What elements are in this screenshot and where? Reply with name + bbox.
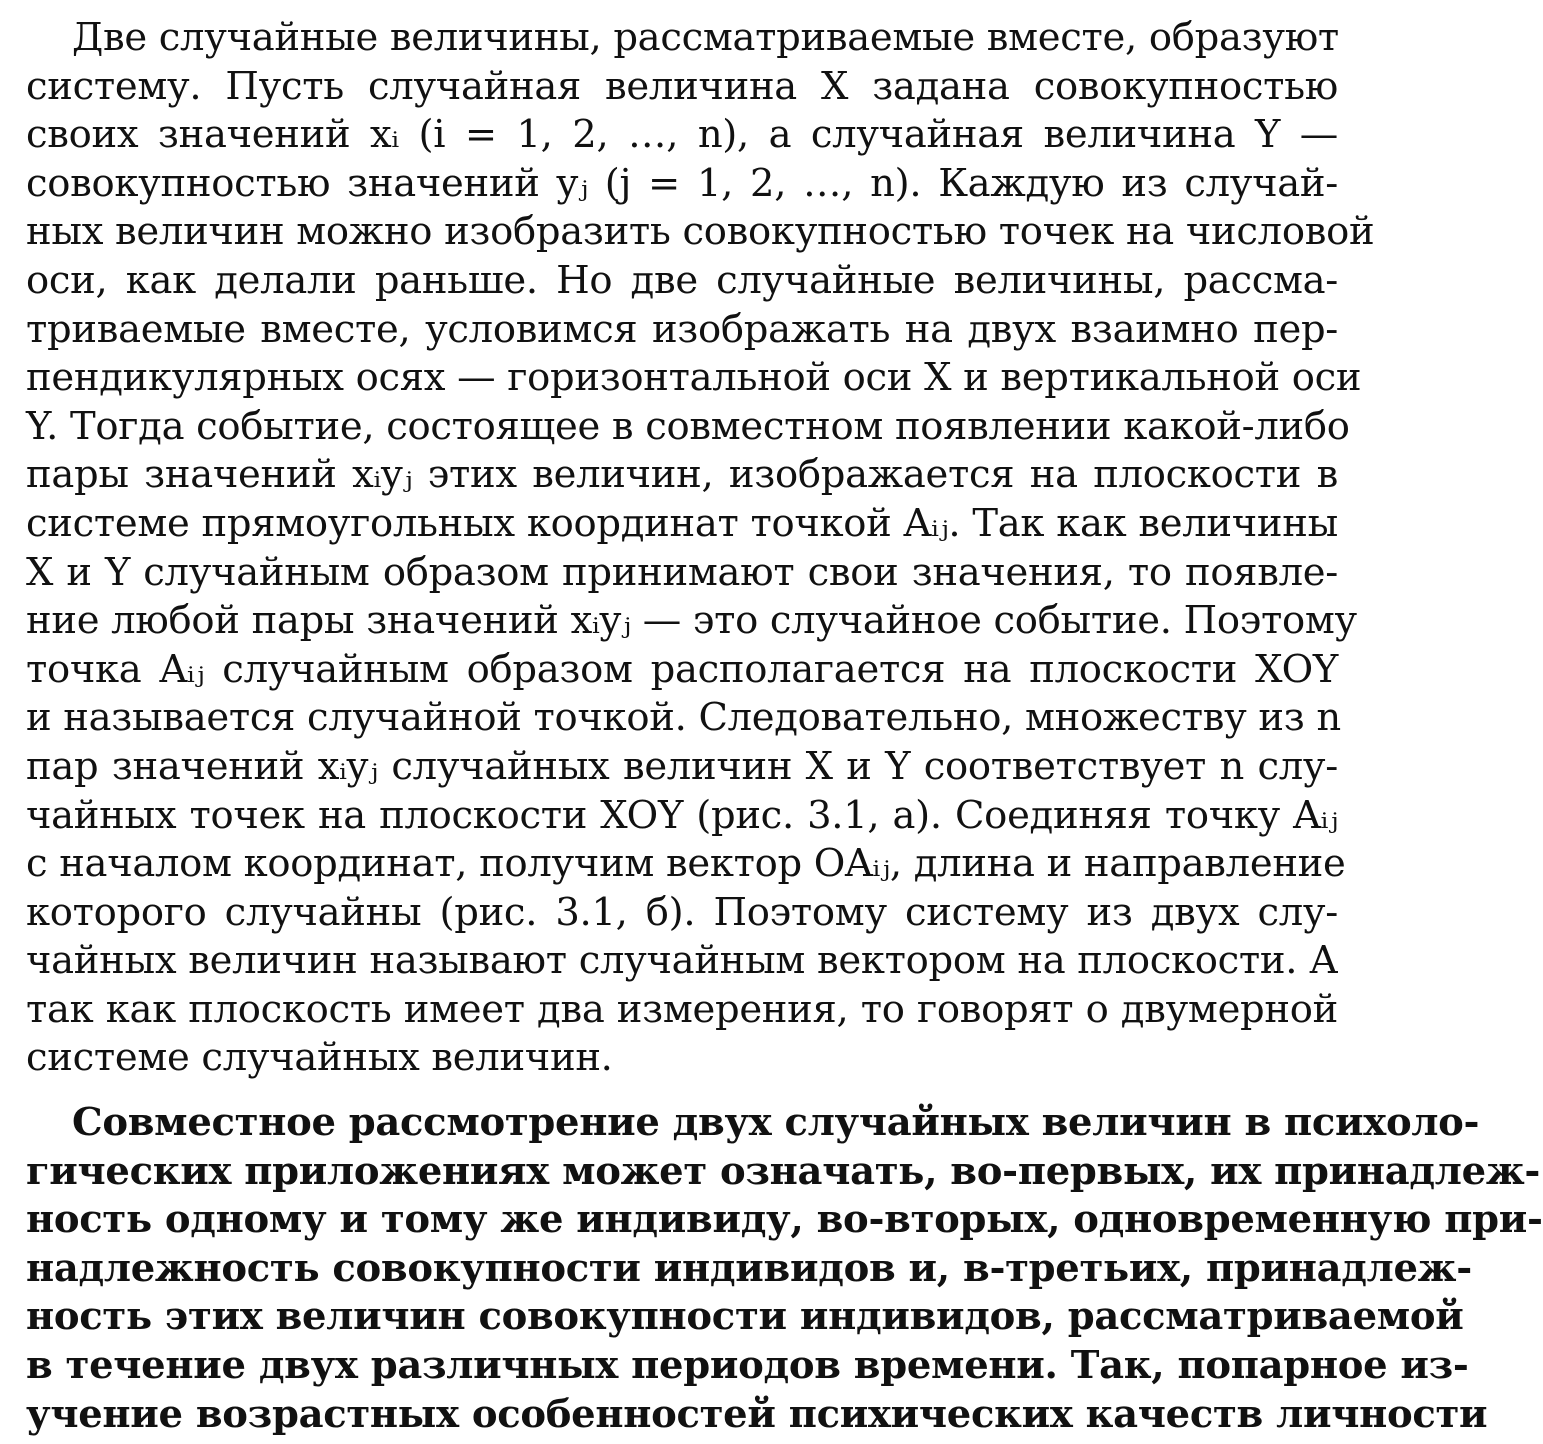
text-line: с началом координат, получим вектор OAᵢⱼ, длина и направление — [26, 841, 1346, 887]
text-line: Совместное рассмотрение двух случайных величин в психоло- — [72, 1100, 1480, 1146]
text-line: надлежность совокупности индивидов и, в-третьих, принадлеж- — [26, 1245, 1472, 1291]
text-line: и называется случайной точкой. Следовательно, множеству из n — [26, 695, 1341, 741]
text-line: чайных точек на плоскости XOY (рис. 3.1, а). Соединяя точку Aᵢⱼ — [26, 792, 1338, 838]
document-page — [26, 14, 1543, 1439]
text-line: пар значений xᵢyⱼ случайных величин X и Y соответствует n слу- — [26, 743, 1338, 789]
text-line: систему. Пусть случайная величина X задана совокупностью — [26, 63, 1338, 109]
text-line: в течение двух различных периодов времени. Так, попарное из- — [26, 1343, 1469, 1389]
text-line: гических приложениях может означать, во-первых, их принадлеж- — [26, 1148, 1541, 1194]
text-line: системе случайных величин. — [26, 1035, 613, 1081]
text-line: ность одному и тому же индивиду, во-вторых, одновременную при- — [26, 1197, 1543, 1243]
text-line: Две случайные величины, рассматриваемые вместе, образуют — [72, 15, 1339, 60]
text-line: системе прямоугольных координат точкой Aᵢⱼ. Так как величины — [26, 500, 1338, 546]
text-line: точка Aᵢⱼ случайным образом располагается на плоскости XOY — [26, 646, 1338, 692]
text-line: X и Y случайным образом принимают свои значения, то появле- — [26, 549, 1338, 595]
text-line: триваемые вместе, условимся изображать на двух взаимно пер- — [26, 306, 1338, 352]
text-line: Y. Тогда событие, состоящее в совместном появлении какой-либо — [26, 403, 1350, 449]
text-line: своих значений xᵢ (i = 1, 2, …, n), а случайная величина Y — — [26, 112, 1338, 158]
paragraph-2 — [26, 1099, 1543, 1439]
text-line: пары значений xᵢyⱼ этих величин, изображается на плоскости в — [26, 452, 1338, 498]
paragraph-1 — [26, 14, 1375, 1083]
text-line: ность этих величин совокупности индивидов, рассматриваемой — [26, 1294, 1464, 1340]
text-line: чайных величин называют случайным вектором на плоскости. А — [26, 938, 1338, 984]
text-line: ние любой пары значений xᵢyⱼ — это случайное событие. Поэтому — [26, 598, 1357, 644]
text-line: совокупностью значений yⱼ (j = 1, 2, …, n). Каждую из случай- — [26, 160, 1338, 206]
text-line: ных величин можно изобразить совокупностью точек на числовой — [26, 209, 1375, 255]
text-line: которого случайны (рис. 3.1, б). Поэтому систему из двух слу- — [26, 889, 1338, 935]
text-line: оси, как делали раньше. Но две случайные величины, рассма- — [26, 257, 1338, 303]
text-line: учение возрастных особенностей психических качеств личности — [26, 1391, 1488, 1437]
text-line: пендикулярных осях — горизонтальной оси X и вертикальной оси — [26, 355, 1362, 401]
text-line: так как плоскость имеет два измерения, то говорят о двумерной — [26, 986, 1338, 1032]
